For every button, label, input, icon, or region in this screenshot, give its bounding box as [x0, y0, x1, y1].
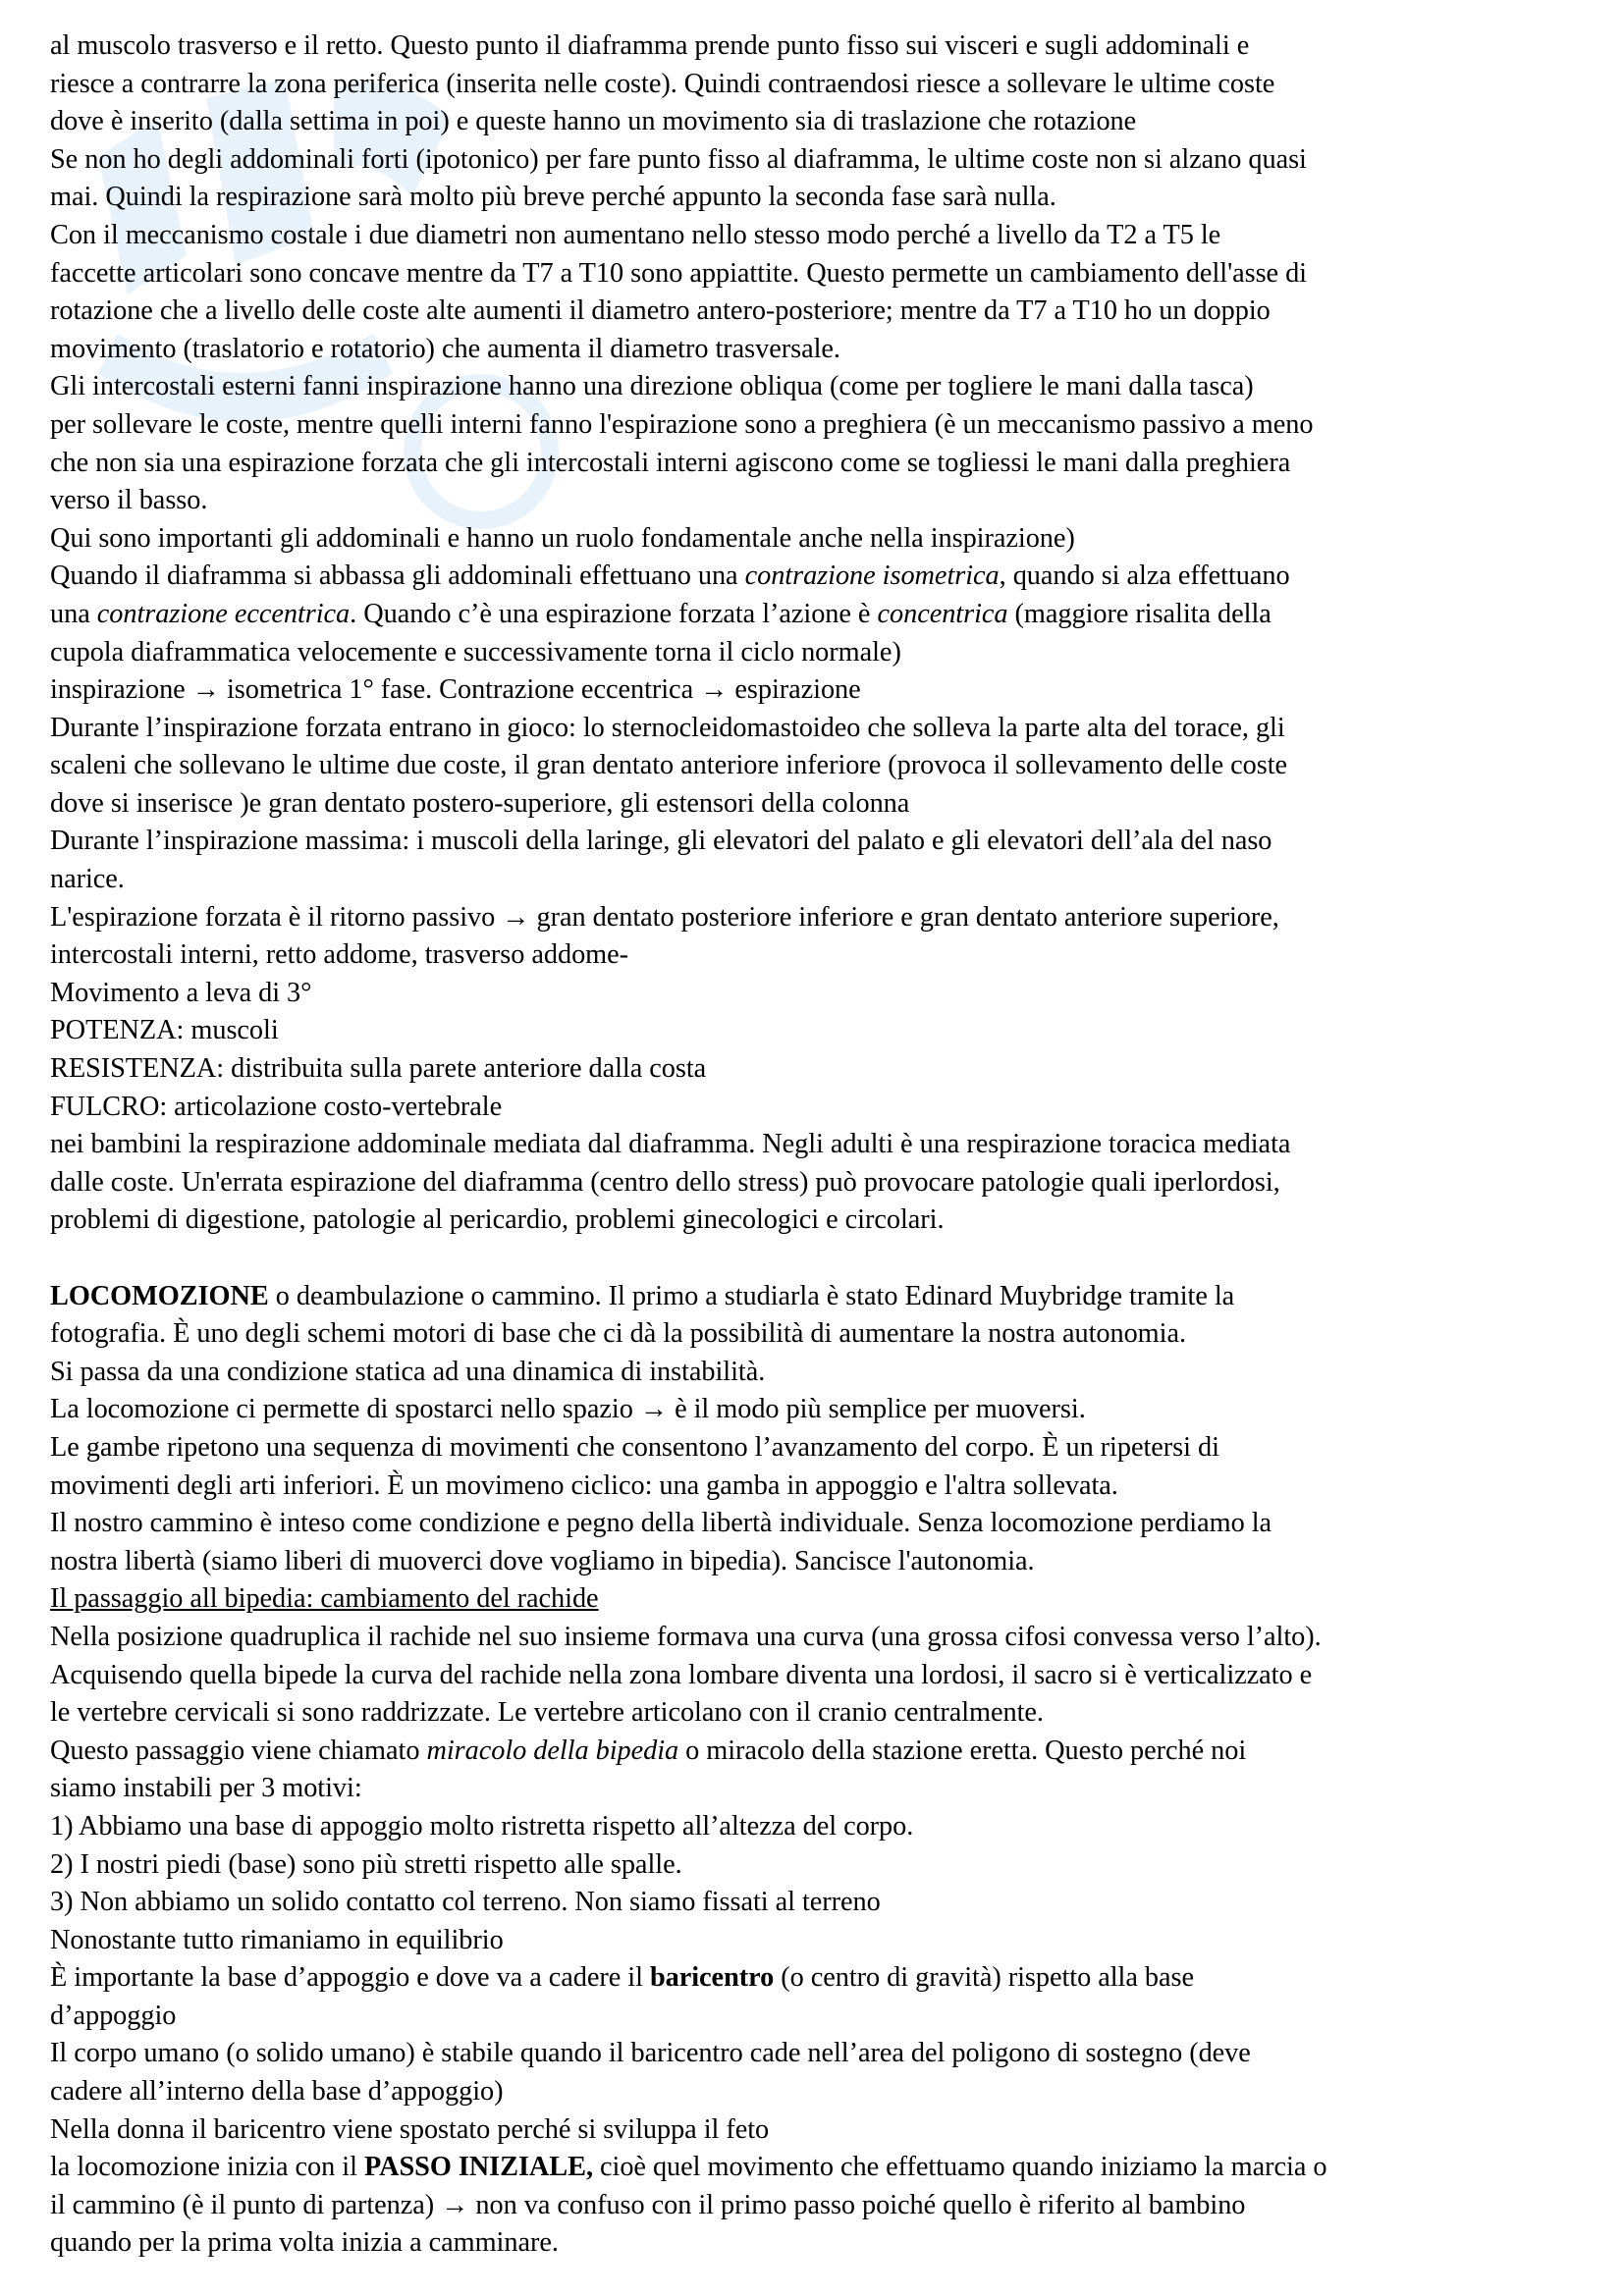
text-line [50, 899, 1582, 937]
text-line [50, 2073, 1582, 2111]
paragraph [50, 1733, 1582, 1960]
text-line [50, 1884, 1582, 1922]
text-line [50, 1580, 1582, 1619]
text-line [50, 482, 1582, 520]
text-run: Acquisendo quella bipede la curva del rachide nella zona lombare diventa una lordosi, il sacro si è verticalizzato e [50, 1659, 1313, 1690]
text-run: dove si inserisce )e gran dentato postero-superiore, gli estensori della colonna [50, 787, 910, 819]
text-run: movimento (traslatorio e rotatorio) che aumenta il diametro trasversale. [50, 333, 840, 364]
text-line [50, 1733, 1582, 1771]
text-line [50, 2111, 1582, 2150]
paragraph [50, 899, 1582, 975]
text-line [50, 634, 1582, 672]
text-line [50, 1050, 1582, 1089]
text-run: scaleni che sollevano le ultime due coste, il gran dentato anteriore inferiore (provoca il sollevamento delle coste [50, 750, 1288, 781]
text-run: Durante l’inspirazione massima: i muscoli della laringe, gli elevatori del palato e gli elevatori dell’ala del naso [50, 826, 1272, 857]
text-line [50, 747, 1582, 785]
text-line [50, 1505, 1582, 1543]
document-body [50, 27, 1582, 2263]
paragraph [50, 1619, 1582, 1733]
underlined-heading: Il passaggio all bipedia: cambiamento del rachide [50, 1583, 599, 1615]
paragraph [50, 710, 1582, 824]
text-run: FULCRO: articolazione costo-vertebrale [50, 1091, 503, 1122]
italic-term: contrazione isometrica [744, 561, 1000, 592]
text-run: o deambulazione o cammino. Il primo a studiarla è stato Edinard Muybridge tramite la [268, 1280, 1235, 1311]
text-line [50, 1959, 1582, 1998]
bold-term: PASSO INIZIALE, [363, 2152, 593, 2183]
text-run: cioè quel movimento che effettuamo quando iniziamo la marcia o [592, 2152, 1327, 2183]
text-run: rotazione che a livello delle coste alte aumenti il diametro antero-posteriore; mentre da T7 a T10 ho un doppio [50, 295, 1271, 327]
paragraph [50, 2111, 1582, 2150]
paragraph [50, 2035, 1582, 2110]
paragraph [50, 1126, 1582, 1240]
paragraph [50, 1278, 1582, 1581]
paragraph [50, 671, 1582, 710]
text-line [50, 1998, 1582, 2036]
text-line [50, 2149, 1582, 2187]
text-line [50, 671, 1582, 710]
text-line [50, 66, 1582, 104]
text-line [50, 975, 1582, 1013]
paragraph [50, 975, 1582, 1126]
text-run: mai. Quindi la respirazione sarà molto più breve perché appunto la seconda fase sarà nulla. [50, 182, 1056, 213]
text-run: per sollevare le coste, mentre quelli interni fanno l'espirazione sono a preghiera (è un meccanismo passivo a meno [50, 408, 1314, 440]
text-line [50, 2035, 1582, 2073]
text-run: cadere all’interno della base d’appoggio) [50, 2076, 504, 2108]
text-run: 2) I nostri piedi (base) sono più stretti rispetto alle spalle. [50, 1848, 682, 1880]
text-run: dove è inserito (dalla settima in poi) e queste hanno un movimento sia di traslazione che rotazione [50, 106, 1137, 137]
text-line [50, 1770, 1582, 1808]
text-line [50, 1808, 1582, 1846]
text-run: al muscolo trasverso e il retto. Questo punto il diaframma prende punto fisso sui visceri e sugli addominali e [50, 30, 1250, 61]
text-run: problemi di digestione, patologie al pericardio, problemi ginecologici e circolari. [50, 1204, 945, 1236]
text-run: verso il basso. [50, 485, 208, 516]
text-run: L'espirazione forzata è il ritorno passivo → gran dentato posteriore inferiore e gran dentato anteriore superiore, [50, 901, 1279, 933]
text-line [50, 1468, 1582, 1506]
text-run: o miracolo della stazione eretta. Questo perché noi [678, 1735, 1247, 1766]
text-run: movimenti degli arti inferiori. È un movimeno ciclico: una gamba in appoggio e l'altra sollevata. [50, 1469, 1118, 1501]
text-line [50, 2187, 1582, 2225]
paragraph [50, 27, 1582, 141]
bold-term: LOCOMOZIONE [50, 1280, 269, 1311]
text-line [50, 406, 1582, 445]
text-line [50, 331, 1582, 369]
text-line [50, 2224, 1582, 2263]
text-line [50, 217, 1582, 255]
text-run: (o centro di gravità) rispetto alla base [774, 1962, 1194, 1994]
text-line [50, 785, 1582, 824]
text-line [50, 1278, 1582, 1316]
text-run: la locomozione inizia con il [50, 2152, 364, 2183]
text-line [50, 520, 1582, 559]
text-line [50, 368, 1582, 406]
text-line [50, 1201, 1582, 1240]
text-run: Se non ho degli addominali forti (ipotonico) per fare punto fisso al diaframma, le ultime coste non si alzano quasi [50, 143, 1307, 175]
text-line [50, 445, 1582, 483]
text-line [50, 1429, 1582, 1468]
text-run: dalle coste. Un'errata espirazione del diaframma (centro dello stress) può provocare patologie quali iperlordosi, [50, 1166, 1280, 1198]
text-line [50, 1089, 1582, 1127]
text-run: faccette articolari sono concave mentre da T7 a T10 sono appiattite. Questo permette un cambiamento dell'asse di [50, 257, 1307, 289]
text-line [50, 255, 1582, 294]
text-line [50, 141, 1582, 180]
text-line [50, 596, 1582, 634]
text-line [50, 1164, 1582, 1202]
text-run: La locomozione ci permette di spostarci nello spazio → è il modo più semplice per muoversi. [50, 1394, 1086, 1425]
text-run: Questo passaggio viene chiamato [50, 1735, 427, 1766]
text-run: È importante la base d’appoggio e dove va a cadere il [50, 1962, 650, 1994]
text-run: Quando il diaframma si abbassa gli addominali effettuano una [50, 561, 745, 592]
text-line [50, 1354, 1582, 1392]
text-line [50, 1846, 1582, 1885]
text-line [50, 27, 1582, 66]
italic-term: concentrica [877, 598, 1008, 629]
paragraph [50, 823, 1582, 898]
paragraph-spacer [50, 1240, 1582, 1278]
text-run: Nella posizione quadruplica il rachide nel suo insieme formava una curva (una grossa cifosi convessa verso l’alto). [50, 1621, 1322, 1652]
text-run: nostra libertà (siamo liberi di muoverci dove vogliamo in bipedia). Sancisce l'autonomia. [50, 1545, 1035, 1576]
text-run: Si passa da una condizione statica ad una dinamica di instabilità. [50, 1356, 766, 1387]
text-run: 1) Abbiamo una base di appoggio molto ristretta rispetto all’altezza del corpo. [50, 1810, 914, 1842]
text-run: siamo instabili per 3 motivi: [50, 1773, 362, 1804]
text-run: riesce a contrarre la zona periferica (inserita nelle coste). Quindi contraendosi riesce a sollevare le ultime coste [50, 68, 1275, 99]
text-line [50, 1126, 1582, 1164]
text-run: RESISTENZA: distribuita sulla parete anteriore dalla costa [50, 1053, 707, 1085]
text-run: il cammino (è il punto di partenza) → non va confuso con il primo passo poiché quello è riferito al bambino [50, 2189, 1246, 2220]
text-run: le vertebre cervicali si sono raddrizzate. Le vertebre articolano con il cranio centralmente. [50, 1697, 1044, 1729]
text-line [50, 179, 1582, 217]
text-line [50, 823, 1582, 861]
italic-term: contrazione eccentrica [96, 598, 351, 629]
paragraph [50, 368, 1582, 519]
text-run: d’appoggio [50, 2000, 177, 2031]
text-run: una [50, 598, 97, 629]
text-run: fotografia. È uno degli schemi motori di base che ci dà la possibilità di aumentare la nostra autonomia. [50, 1318, 1186, 1350]
text-run: . Quando c’è una espirazione forzata l’azione è [350, 598, 878, 629]
text-run: , quando si alza effettuano [999, 561, 1290, 592]
text-line [50, 710, 1582, 748]
paragraph [50, 520, 1582, 559]
text-line [50, 1922, 1582, 1960]
text-line [50, 558, 1582, 596]
text-line [50, 1694, 1582, 1733]
paragraph [50, 141, 1582, 217]
text-line [50, 1657, 1582, 1695]
text-run: che non sia una espirazione forzata che gli intercostali interni agiscono come se togliessi le mani dalla preghiera [50, 447, 1291, 478]
paragraph [50, 558, 1582, 671]
text-run: narice. [50, 864, 125, 895]
text-run: cupola diaframmatica velocemente e successivamente torna il ciclo normale) [50, 636, 901, 667]
paragraph [50, 2149, 1582, 2263]
text-run: Gli intercostali esterni fanni inspirazione hanno una direzione obliqua (come per togliere le mani dalla tasca) [50, 371, 1254, 402]
text-line [50, 861, 1582, 899]
text-run: (maggiore risalita della [1007, 598, 1271, 629]
text-line [50, 1391, 1582, 1429]
text-run: Il nostro cammino è inteso come condizione e pegno della libertà individuale. Senza locomozione perdiamo la [50, 1508, 1272, 1539]
text-run: intercostali interni, retto addome, trasverso addome- [50, 939, 629, 971]
text-line [50, 293, 1582, 331]
text-run: nei bambini la respirazione addominale mediata dal diaframma. Negli adulti è una respirazione toracica mediata [50, 1129, 1291, 1160]
paragraph [50, 217, 1582, 368]
bold-term: baricentro [649, 1962, 775, 1994]
text-run: quando per la prima volta inizia a camminare. [50, 2227, 559, 2259]
text-run: Con il meccanismo costale i due diametri non aumentano nello stesso modo perché a livello da T2 a T5 le [50, 219, 1221, 250]
text-run: POTENZA: muscoli [50, 1015, 279, 1046]
text-line [50, 1315, 1582, 1354]
text-run: Nella donna il baricentro viene spostato perché si sviluppa il feto [50, 2113, 770, 2145]
italic-term: miracolo della bipedia [426, 1735, 679, 1766]
text-run: Le gambe ripetono una sequenza di movimenti che consentono l’avanzamento del corpo. È un ripetersi di [50, 1431, 1219, 1463]
text-line [50, 1619, 1582, 1657]
text-run: inspirazione → isometrica 1° fase. Contrazione eccentrica → espirazione [50, 674, 861, 706]
text-run: Qui sono importanti gli addominali e hanno un ruolo fondamentale anche nella inspirazione) [50, 522, 1075, 554]
text-line [50, 936, 1582, 975]
section-heading [50, 1580, 1582, 1619]
text-run: Nonostante tutto rimaniamo in equilibrio [50, 1924, 504, 1955]
text-run: Movimento a leva di 3° [50, 977, 312, 1008]
text-line [50, 1012, 1582, 1050]
text-line [50, 103, 1582, 141]
text-run: Il corpo umano (o solido umano) è stabile quando il baricentro cade nell’area del poligono di sostegno (deve [50, 2038, 1251, 2069]
text-run: 3) Non abbiamo un solido contatto col terreno. Non siamo fissati al terreno [50, 1887, 881, 1918]
paragraph [50, 1959, 1582, 2035]
text-line [50, 1543, 1582, 1581]
text-run: Durante l’inspirazione forzata entrano in gioco: lo sternocleidomastoideo che solleva la parte alta del torace, gli [50, 712, 1285, 743]
